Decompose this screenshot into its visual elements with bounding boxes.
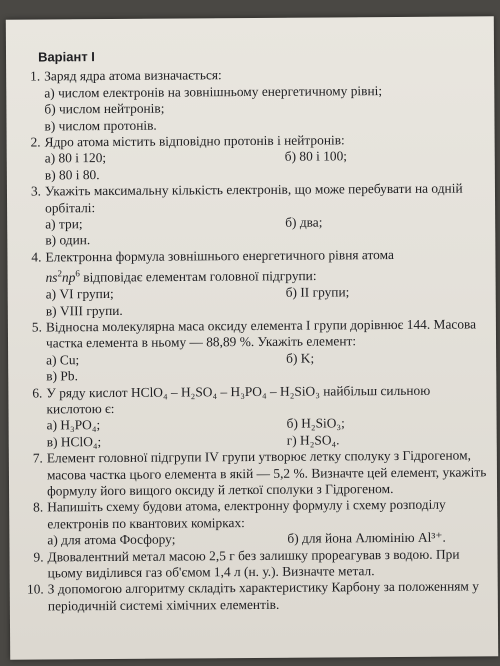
option-row [46, 284, 488, 303]
option-c: в) числом протонів. [44, 117, 157, 134]
question-number: 7. [32, 450, 43, 466]
formula-ns: ns [45, 270, 58, 286]
question-stem: У ряду кислот HClO₄ – H₂SO₄ – H₃PO₄ – H₂SiO₃ найбільш сильною кислотою є: [46, 382, 431, 417]
option-c: в) HClO₄; [46, 433, 102, 450]
question-number: 2. [30, 134, 41, 150]
option-c: в) 80 і 80. [44, 166, 100, 183]
variant-title: Варіант I [37, 49, 95, 65]
option-row [45, 213, 487, 232]
option-a: а) три; [45, 216, 83, 232]
question-number: 1. [30, 68, 41, 84]
question-stem: Відносна молекулярна маса оксиду елемента I групи дорівнює 144. Масова частка елемента в ньому — 88,89 %. Укажіть елемент: [45, 316, 477, 351]
question-number: 5. [31, 319, 42, 335]
worksheet-content [26, 46, 490, 614]
formula-tail: відповідає елементам головної підгрупи: [79, 268, 317, 285]
option-a: а) Cu; [46, 351, 80, 368]
question-stem: З допомогою алгоритму складіть характеристику Карбону за положенням у періодичній системі хімічних елементів. [47, 578, 479, 614]
question-number: 8. [33, 499, 44, 515]
worksheet-page [6, 16, 498, 659]
question-number: 4. [31, 249, 42, 265]
option-b: б) числом нейтронів; [44, 100, 165, 117]
option-row [45, 148, 487, 167]
option-b: б) K; [286, 350, 315, 366]
option-c: в) один. [45, 232, 91, 248]
question-2 [31, 131, 487, 183]
option-c: в) Pb. [46, 368, 78, 384]
question-stem: Укажіть максимальну кількість електронів, що може перебувати на одній орбіталі: [44, 180, 463, 216]
formula-np-exp: 6 [75, 268, 80, 279]
question-number: 3. [30, 183, 42, 199]
question-number: 6. [32, 385, 43, 401]
option-a: а) VI групи; [45, 286, 114, 302]
question-8 [33, 497, 489, 549]
question-stem: Двовалентний метал масою 2,5 г без залишку прореагував з водою. При цьому виділився газ об'ємом 1,4 л (н. у.). Визначте метал. [47, 546, 460, 581]
option-a: а) 80 і 120; [44, 150, 107, 166]
option-a: а) числом електронів на зовнішньому енергетичному рівні; [44, 82, 383, 101]
option-b: б) H₂SiO₃; [286, 415, 345, 432]
question-stem: Електронна формула зовнішнього енергетичного рівня атома [45, 246, 394, 265]
formula-ns-exp: 2 [57, 268, 63, 279]
option-c: в) VIII групи. [45, 302, 123, 319]
question-stem: Ядро атома містить відповідно протонів і нейтронів: [44, 132, 345, 150]
question-stem: Елемент головної підгрупи IV групи утворює летку сполуку з Гідрогеном, масова частка цього елемента в якій — 5,2 %. Визначте цей елемент, укажіть формулу його вищого оксиду й леткої сполуки з Гідрогеном. [46, 447, 487, 499]
formula-np: np [61, 269, 76, 286]
question-3 [31, 181, 487, 250]
option-a: а) H₃PO₄; [46, 417, 101, 433]
question-1 [30, 66, 486, 135]
question-6 [32, 382, 488, 451]
option-b: б) II групи; [285, 284, 350, 300]
question-stem: Напишіть схему будови атома, електронну формулу і схему розподілу електронів по квантових комірках: [47, 497, 446, 532]
option-b: б) 80 і 100; [284, 148, 348, 165]
option-b: б) два; [285, 214, 323, 230]
question-7 [33, 448, 489, 500]
option-d: г) H₂SO₄. [286, 432, 340, 448]
question-number: 10. [26, 581, 44, 598]
question-number: 9. [33, 549, 44, 565]
option-a: а) для атома Фосфору; [47, 531, 176, 548]
question-4 [31, 246, 487, 319]
question-5 [32, 316, 488, 385]
question-9 [33, 546, 489, 582]
question-stem: Заряд ядра атома визначається: [44, 67, 222, 84]
question-10 [26, 578, 490, 615]
option-b: б) для йона Алюмінію Al³⁺. [287, 529, 446, 547]
option-row [46, 349, 488, 368]
